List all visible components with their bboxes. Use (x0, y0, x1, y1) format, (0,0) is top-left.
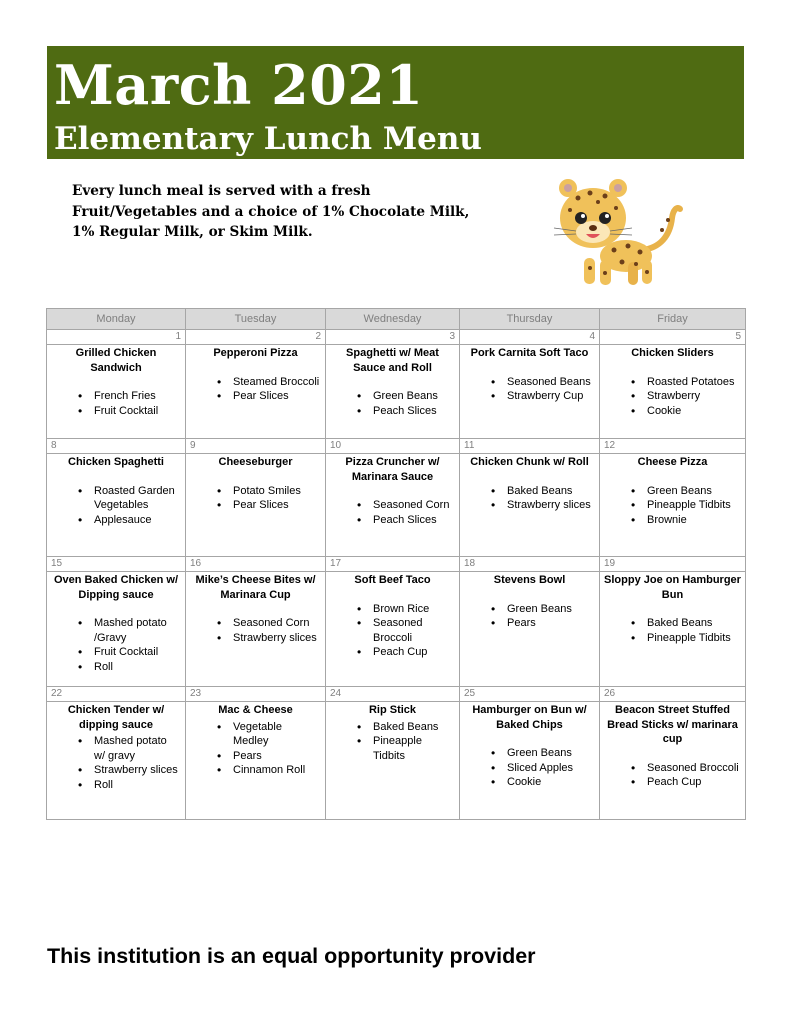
weekday-header: Friday (600, 309, 746, 330)
side-dish-list (463, 746, 596, 790)
side-dish-list (50, 389, 182, 418)
side-dish: • Strawberry slices (50, 763, 182, 778)
side-dish: • Potato Smiles (189, 484, 322, 499)
meal-cell (460, 454, 600, 557)
side-dish: • Applesauce (50, 513, 182, 528)
side-dish-list (603, 761, 742, 790)
date-number-row (47, 330, 746, 345)
date-number: 26 (600, 687, 746, 702)
date-number: 16 (186, 557, 326, 572)
entree-name: Mac & Cheese (218, 704, 293, 716)
date-number: 17 (326, 557, 460, 572)
weekday-header: Thursday (460, 309, 600, 330)
side-dish: • Peach Slices (329, 404, 456, 419)
date-number-row (47, 687, 746, 702)
date-number: 11 (460, 439, 600, 454)
meal-cell (600, 345, 746, 439)
meal-cell (600, 454, 746, 557)
side-dish: • Roll (50, 660, 182, 675)
side-dish-list (603, 375, 742, 419)
meal-cell (326, 572, 460, 687)
side-dish: • Pineapple Tidbits (603, 498, 742, 513)
side-dish: • Cinnamon Roll (189, 763, 322, 778)
meal-cell (460, 345, 600, 439)
weekday-header: Wednesday (326, 309, 460, 330)
page-title: March 2021 (54, 53, 424, 117)
side-dish-list (50, 484, 182, 528)
entree-name: Sloppy Joe on Hamburger Bun (604, 574, 741, 601)
side-dish: • Seasoned Corn (189, 616, 322, 631)
meal-cell (460, 702, 600, 820)
side-dish: • Mashed potato w/ gravy (50, 734, 182, 763)
side-dish: • Cookie (463, 775, 596, 790)
intro-line: Fruit/Vegetables and a choice of 1% Chocolate Milk, (72, 203, 470, 220)
side-dish: • Sliced Apples (463, 761, 596, 776)
entree-name: Cheeseburger (218, 456, 293, 468)
meal-cell (186, 702, 326, 820)
meal-row (47, 345, 746, 439)
intro-line: 1% Regular Milk, or Skim Milk. (72, 224, 313, 240)
side-dish: • Baked Beans (603, 616, 742, 631)
entree-name: Beacon Street Stuffed Bread Sticks w/ marinara cup (607, 704, 738, 745)
side-dish: • Seasoned Broccoli (603, 761, 742, 776)
date-number: 10 (326, 439, 460, 454)
side-dish-list (329, 498, 456, 527)
side-dish: • Pineapple Tidbits (329, 734, 456, 763)
side-dish: • Pear Slices (189, 389, 322, 404)
side-dish-list (329, 602, 456, 660)
date-number: 15 (47, 557, 186, 572)
entree-name: Soft Beef Taco (354, 574, 431, 586)
entree-name: Grilled Chicken Sandwich (75, 347, 157, 374)
side-dish-list (189, 720, 322, 778)
side-dish: • Pineapple Tidbits (603, 631, 742, 646)
meal-cell (47, 572, 186, 687)
entree-name: Chicken Sliders (631, 347, 714, 359)
page-subtitle: Elementary Lunch Menu (54, 121, 482, 157)
side-dish: • Roasted Garden Vegetables (50, 484, 182, 513)
menu-calendar (46, 308, 746, 820)
date-number: 8 (47, 439, 186, 454)
date-number: 19 (600, 557, 746, 572)
weekday-header-row (47, 309, 746, 330)
entree-name: Pepperoni Pizza (213, 347, 298, 359)
side-dish: • Mashed potato /Gravy (50, 616, 182, 645)
side-dish-list (50, 616, 182, 674)
nondiscrimination-statement: This institution is an equal opportunity provider (47, 944, 536, 968)
meal-cell (600, 702, 746, 820)
meal-cell (47, 702, 186, 820)
date-number: 2 (186, 330, 326, 345)
date-number: 24 (326, 687, 460, 702)
side-dish: • Green Beans (603, 484, 742, 499)
side-dish: • Brown Rice (329, 602, 456, 617)
date-number: 12 (600, 439, 746, 454)
meal-row (47, 572, 746, 687)
date-number: 3 (326, 330, 460, 345)
entree-name: Spaghetti w/ Meat Sauce and Roll (346, 347, 439, 374)
entree-name: Chicken Spaghetti (68, 456, 164, 468)
side-dish: • French Fries (50, 389, 182, 404)
meal-cell (47, 454, 186, 557)
meal-cell (186, 345, 326, 439)
side-dish-list (603, 484, 742, 528)
entree-name: Chicken Chunk w/ Roll (470, 456, 589, 468)
side-dish: • Fruit Cocktail (50, 404, 182, 419)
date-number-row (47, 439, 746, 454)
date-number: 25 (460, 687, 600, 702)
side-dish: • Pear Slices (189, 498, 322, 513)
meal-cell (460, 572, 600, 687)
side-dish: • Baked Beans (329, 720, 456, 735)
meal-cell (186, 454, 326, 557)
entree-name: Chicken Tender w/ dipping sauce (67, 704, 165, 731)
meal-cell (326, 345, 460, 439)
title-banner (47, 46, 744, 159)
meal-cell (326, 454, 460, 557)
entree-name: Cheese Pizza (637, 456, 708, 468)
entree-name: Oven Baked Chicken w/ Dipping sauce (53, 574, 179, 601)
side-dish-list (463, 375, 596, 404)
date-number: 1 (47, 330, 186, 345)
entree-name: Stevens Bowl (493, 574, 566, 586)
side-dish: • Strawberry Cup (463, 389, 596, 404)
side-dish-list (189, 375, 322, 404)
side-dish: • Seasoned Broccoli (329, 616, 456, 645)
side-dish: • Baked Beans (463, 484, 596, 499)
side-dish: • Strawberry slices (189, 631, 322, 646)
date-number: 18 (460, 557, 600, 572)
date-number: 23 (186, 687, 326, 702)
side-dish: • Roll (50, 778, 182, 793)
date-number-row (47, 557, 746, 572)
meal-row (47, 702, 746, 820)
side-dish-list (603, 616, 742, 645)
meal-row (47, 454, 746, 557)
side-dish: • Vegetable Medley (189, 720, 322, 749)
intro-note (72, 181, 492, 243)
weekday-header: Tuesday (186, 309, 326, 330)
side-dish: • Roasted Potatoes (603, 375, 742, 390)
side-dish: • Pears (189, 749, 322, 764)
side-dish: • Green Beans (329, 389, 456, 404)
side-dish: • Pears (463, 616, 596, 631)
leopard-cub-icon (550, 178, 685, 292)
side-dish: • Strawberry (603, 389, 742, 404)
meal-cell (326, 702, 460, 820)
date-number: 9 (186, 439, 326, 454)
date-number: 5 (600, 330, 746, 345)
side-dish: • Peach Cup (329, 645, 456, 660)
meal-cell (47, 345, 186, 439)
side-dish-list (329, 720, 456, 764)
side-dish: • Brownie (603, 513, 742, 528)
side-dish: • Peach Cup (603, 775, 742, 790)
side-dish-list (463, 602, 596, 631)
weekday-header: Monday (47, 309, 186, 330)
meal-cell (186, 572, 326, 687)
entree-name: Mike’s Cheese Bites w/ Marinara Cup (195, 574, 316, 601)
entree-name: Hamburger on Bun w/ Baked Chips (472, 704, 587, 731)
side-dish: • Green Beans (463, 602, 596, 617)
side-dish-list (463, 484, 596, 513)
meal-cell (600, 572, 746, 687)
side-dish-list (329, 389, 456, 418)
side-dish: • Fruit Cocktail (50, 645, 182, 660)
date-number: 4 (460, 330, 600, 345)
side-dish: • Steamed Broccoli (189, 375, 322, 390)
entree-name: Rip Stick (368, 704, 417, 716)
side-dish: • Peach Slices (329, 513, 456, 528)
entree-name: Pork Carnita Soft Taco (470, 347, 589, 359)
side-dish: • Green Beans (463, 746, 596, 761)
entree-name: Pizza Cruncher w/ Marinara Sauce (345, 456, 440, 483)
side-dish-list (50, 734, 182, 792)
side-dish-list (189, 616, 322, 645)
side-dish: • Cookie (603, 404, 742, 419)
side-dish: • Seasoned Beans (463, 375, 596, 390)
intro-line: Every lunch meal is served with a fresh (72, 183, 371, 199)
date-number: 22 (47, 687, 186, 702)
side-dish-list (189, 484, 322, 513)
side-dish: • Strawberry slices (463, 498, 596, 513)
side-dish: • Seasoned Corn (329, 498, 456, 513)
